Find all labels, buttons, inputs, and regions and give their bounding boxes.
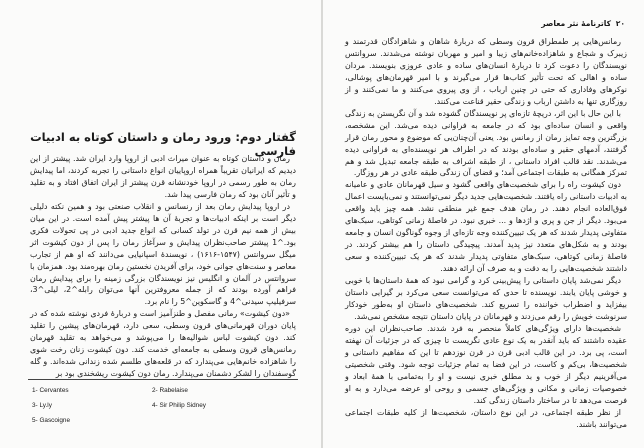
right-paragraph-3: دون کیشوت راه را برای شخصیت‌های واقعی گشود و سیل قهرمانان عادی و عامیانه به ادبیات داستانی راه یافتند. شخصیت‌هایی جدید دیگر نمی‌توانستند و نمی‌بایست اعمال فوق‌العاده انجام دهند. در رمان هدف جمع غیر منطقی نشد. همه چیز باید واقعی می‌بود. دیگر از جن و پری و اژدها و ... خبری نبود. در فاصلهٔ زمانی کوتاهی، سبک‌های متفاوتی پدیدار شدند که هر یک تبیین‌کننده وجه تازه‌ای از وجوه گوناگون انسان و جامعه بودند و به شکل‌های متعدد نیز پدید آمدند. پیچیدگی داستان را هم بیشتر کردند. در فاصلهٔ زمانی کوتاهی، سبک‌های متفاوتی پدیدار شدند که هر یک تبیین‌کننده و سعی داشتند شخصیت‌هایی را به دقت و به صرف آن ارائه دهند. (345, 180, 627, 274)
footnote-row (32, 401, 292, 416)
running-title: کاترنامهٔ نثر معاصر (541, 19, 611, 28)
right-paragraph-2: با این حال با این اثر، دریچهٔ تازه‌ای پر نویسندگان گشوده شد و آن نگریستن به زندگی واقعی و انسان ساده‌ای بود که در جامعه به فراوانی دیده می‌شد. این مشخصه، بزرگترین وجه تمایز رمان از رمانس بود. یعنی آن‌چنان‌یی که موضوع و محور رمان قرار گرفتند، آدمهای حقیر و ساده‌ای بودند که در اطراف هر نویسنده‌ای به فراوانی دیده می‌شدند. نقد قالب افراد داستانی ، از طبقه اشراف به طبقه جامعه تبدیل شد و هم تمرکز همگانی به طبقات اجتماعی آمد؛ و قضای آن زندگی طبقه عادی در هر روزگار. (345, 108, 627, 178)
right-paragraph-4: دیگر نمی‌شد پایان داستانی را پیش‌بینی کرد و گرامی نبود که همهٔ داستان‌ها با خوبی و خوشی پایان یابند. نویسنده تا حدی که می‌توانست سعی می‌کرد بر گیرایی داستان بیفزاید و اضطراب خواننده را تسریع کند. شخصیت‌های داستان او به‌طور خودکار سرنوشت خویش را رقم می‌زدند و قهرمانان در پایان داستان نتیجه مشخص نمی‌شد. (345, 276, 627, 321)
footnote-empty (152, 416, 272, 431)
page-number: ۲۰ (615, 19, 625, 28)
left-paragraph-1: رمان و داستان کوتاه به عنوان میراث ادبی از اروپا وارد ایران شد. پیشتر از این دیدیم که ایرانیان تقریباً همراه اروپاییان انواع داستانی را تجربه کردند، اما پیدایش رمان به طور رسمی در اروپا خودنشانه قرن پیشتر از ایران اتفاق افتاد و به تقلید و تأثیر آنان بود که رمان فارسی پیدا شد. (30, 154, 296, 199)
left-page (0, 0, 321, 448)
footnote-3: 3- Ly.ly (32, 402, 52, 409)
footnote-2: 2- Rabelaise (152, 387, 188, 394)
footnote-5: 5- Gascoigne (32, 417, 71, 424)
left-paragraph-3: «دون کیشوت» رمانی مفصل و طنزآمیز است و دربارهٔ فردی نوشته شده که در پایان دوران قهرمانی‌های قرون وسطی، سعی دارد، قهرمان‌های پیشین را تقلید کند. دون کیشوت لباس شوالیه‌ها را می‌پوشد و می‌خواهد به تقلید قهرمان رمانس‌های قرون وسطی به جامعه‌ای خدمت کند. دون کیشوت زنان رخت شوی را شاهزاده خانم‌هایی می‌پندارد که در قلعه‌های طلسم شده زندانی شده‌اند. و گله گوسفندان را لشکر دشمنان می‌پندارد. رمان دون کیشوت ریشخندی بود بر (30, 309, 296, 379)
right-paragraph-5: شخصیت‌ها دارای ویژگی‌های کاملاً منحصر به فرد شدند. صاحب‌نظران این دوره عقیده داشتند که باید آنقدر به یک نوع عادی نگریست تا چیزی که در جزئیات آن نهفته است، پی برد. در این قالب ادبی قرن در قرن نوزدهم تا این که مفاهیم داستانی و شخصیت‌ها، بی‌کم و کاست، در این فضا به تمام جزئیات توجه شود. وقتی شخصیتی می‌آفرینیم دیگر از خوب و بد مطلق خبری نیست و او را به‌تمامی با همهٔ ابعاد و خصوصیات زمانی و مکانی و ویژگی‌های جسمی و روحی او عرضه می‌دارد و به او فرصت می‌دهد تا در ساختار داستان زندگی کند. (345, 323, 627, 405)
footnote-1: 1- Cervantes (32, 387, 69, 394)
footnote-4: 4- Sir Philip Sidney (152, 402, 206, 409)
right-page-body (345, 36, 627, 430)
left-paragraph-2: در اروپا پیدایش رمان بعد از رنسانس و انقلاب صنعتی بود و همین نکته دلیلی دیگر است بر اینکه ادبیات‌ها و تجربهٔ آن ها پیشتر پیش آمده است. در این میان بیش از همه نیم قرن در تولد کسانی که انواع جدید ادبی در پی تحولات فکری بود.^1 پیشتر صاحب‌نظران پیدایش و سرآغاز رمان را پس از دون کیشوت اثر میگل سروانتس (۱۵۴۷-۱۶۱۶) ، نویسندهٔ اسپانیایی می‌دانند که او هم از تجارب معاصر و سنت‌های جوانی خود، برای آفریدن نخستین رمان بهره‌مند بود. همزمان با سروانتس در آلمان و انگلیس نیز نویسندگان بزرگی زمینه را برای پیدایش رمان فراهم آورده بودند که از جمله معروفترین آنها می‌توان رابله^2، لیلی^3، سرفیلیپ سیدنی^4 و گاسکوین^5 را نام برد. (30, 201, 296, 307)
footnote-divider (28, 379, 298, 380)
right-paragraph-6: از نظر طبقه اجتماعی، در این نوع داستان، شخصیت‌ها از کلیه طبقات اجتماعی می‌توانند باشند. (345, 407, 627, 429)
chapter-title: گفتار دوم: ورود رمان و داستان کوتاه به ادبیات فارسی (30, 130, 296, 158)
running-header (343, 18, 625, 30)
footnote-row (32, 386, 292, 401)
footnotes (32, 386, 292, 431)
left-page-body (30, 153, 296, 380)
footnote-row (32, 416, 292, 431)
right-paragraph-1: رمانس‌هایی پر طمطراق قرون وسطی که دربارهٔ شاهان و شاهزادگان قدرتمند و زیبرک و شجاع و شاهزاده‌خانم‌های زیبا و امیر و مهربان نوشته می‌شدند. سروانتس نویسندگان را دعوت کرد تا دربارهٔ انسان‌های ساده و عادی عروزی بنویسند. مردان ساده و اهالی که تحت تأثیر کتاب‌ها قرار می‌گیرند و با امیر قهرمان‌های پوشالی، نوکرهای وفاداری که حتی در چنین ارباب ، از وی پیروی می‌کنند و ما نمی‌کنند و از روزگاری تنها به داشتن ارباب و زندگی حقیر قناعت می‌کنند. (345, 37, 627, 106)
right-page (323, 0, 644, 448)
